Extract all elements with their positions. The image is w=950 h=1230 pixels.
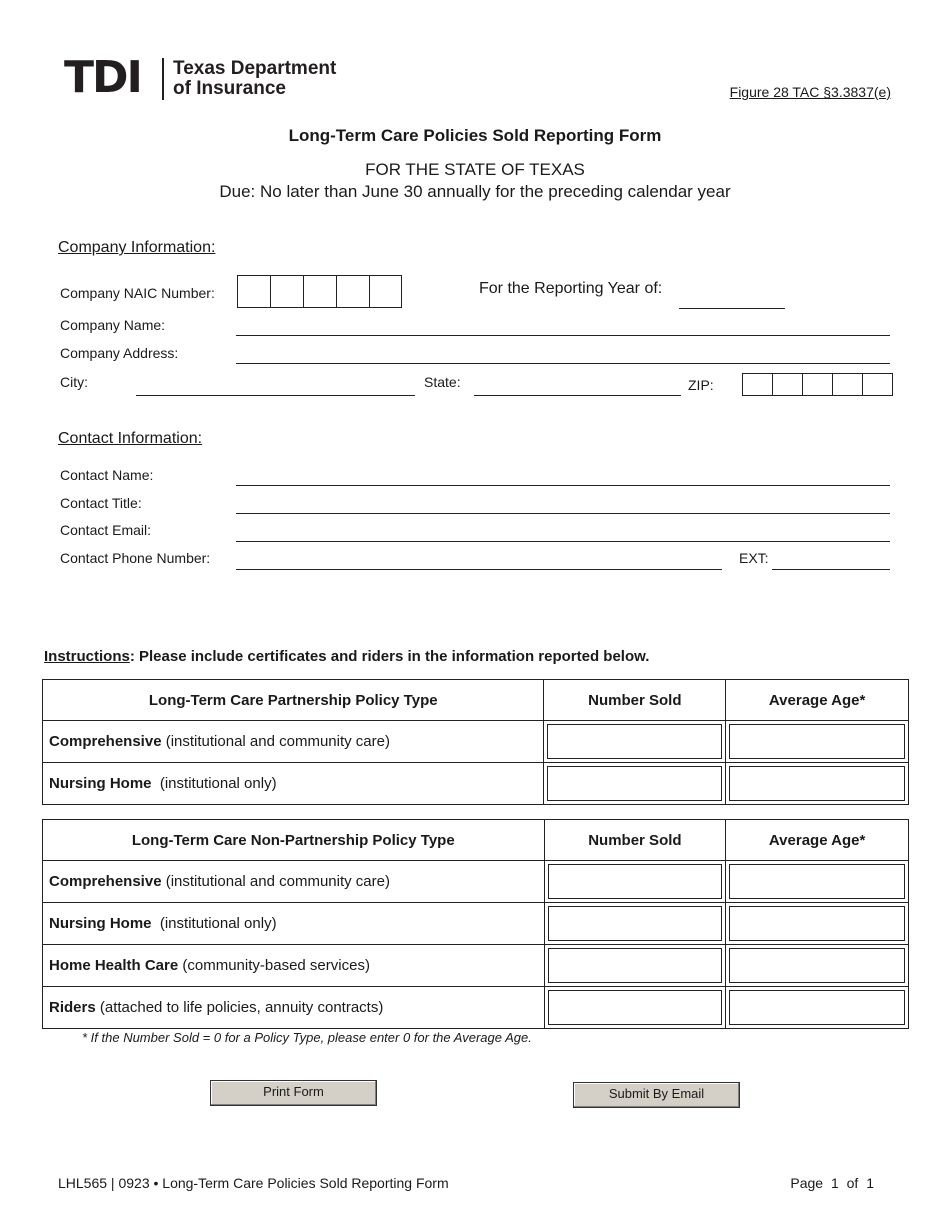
logo-divider <box>162 58 164 100</box>
contact-phone-input[interactable] <box>236 569 722 570</box>
instructions-prefix: Instructions <box>44 648 130 665</box>
contact-email-input[interactable] <box>236 541 890 542</box>
contact-title-input[interactable] <box>236 513 890 514</box>
city-label: City: <box>60 374 88 390</box>
submit-by-email-button[interactable]: Submit By Email <box>573 1082 740 1108</box>
average-age-cell <box>726 987 909 1029</box>
policy-type-header: Long-Term Care Partnership Policy Type <box>43 680 544 721</box>
policy-type-header: Long-Term Care Non-Partnership Policy Type <box>43 820 545 861</box>
policy-type-name: Nursing Home <box>49 915 152 932</box>
contact-email-label: Contact Email: <box>60 522 152 538</box>
form-title: Long-Term Care Policies Sold Reporting Form <box>288 126 662 145</box>
zip-digit-box[interactable] <box>803 374 833 395</box>
policy-type-cell <box>43 987 545 1029</box>
policy-type-name: Nursing Home <box>49 775 152 792</box>
policy-type-cell <box>43 945 545 987</box>
reporting-year-input[interactable] <box>679 308 785 309</box>
table-row <box>43 861 909 903</box>
instructions-text: : Please include certificates and riders in the information reported below. <box>129 648 650 665</box>
tdi-logo: TDI <box>64 52 141 103</box>
number-sold-cell <box>544 945 726 987</box>
due-date-text: Due: No later than June 30 annually for the preceding calendar year <box>219 182 731 201</box>
company-name-label: Company Name: <box>60 317 166 333</box>
zip-input[interactable] <box>742 373 893 396</box>
average-age-input[interactable] <box>729 990 905 1025</box>
policy-type-cell <box>43 861 545 903</box>
instructions <box>44 648 649 665</box>
policy-type-desc: (attached to life policies, annuity contracts) <box>95 999 384 1016</box>
number-sold-input[interactable] <box>548 990 723 1025</box>
number-sold-input[interactable] <box>548 864 723 899</box>
naic-digit-box[interactable] <box>238 276 271 307</box>
number-sold-input[interactable] <box>548 906 723 941</box>
ext-input[interactable] <box>772 569 890 570</box>
table-header-row <box>43 820 909 861</box>
contact-name-label: Contact Name: <box>60 467 154 483</box>
average-age-cell <box>726 763 909 805</box>
city-input[interactable] <box>136 395 415 396</box>
company-name-input[interactable] <box>236 335 890 336</box>
naic-label: Company NAIC Number: <box>60 285 215 301</box>
number-sold-cell <box>544 763 726 805</box>
policy-type-desc: (institutional and community care) <box>161 733 390 750</box>
zip-digit-box[interactable] <box>833 374 863 395</box>
policy-type-cell <box>43 763 544 805</box>
number-sold-cell <box>544 861 726 903</box>
policy-type-name: Riders <box>49 999 96 1016</box>
contact-info-heading: Contact Information: <box>58 430 203 447</box>
average-age-input[interactable] <box>729 948 905 983</box>
policy-type-desc: (institutional only) <box>151 915 277 932</box>
number-sold-input[interactable] <box>547 724 722 759</box>
number-sold-input[interactable] <box>547 766 722 801</box>
number-sold-header: Number Sold <box>544 680 726 721</box>
footer-form-id: LHL565 | 0923 • Long-Term Care Policies Sold Reporting Form <box>58 1175 449 1191</box>
policy-type-desc: (institutional and community care) <box>161 873 390 890</box>
policy-type-desc: (institutional only) <box>151 775 277 792</box>
average-age-cell <box>726 861 909 903</box>
ext-label: EXT: <box>739 550 769 566</box>
logo-line-2: of Insurance <box>173 78 286 99</box>
policy-type-cell <box>43 721 544 763</box>
nonpartnership-policy-table <box>42 819 909 1029</box>
average-age-input[interactable] <box>729 864 905 899</box>
contact-name-input[interactable] <box>236 485 890 486</box>
average-age-cell <box>726 903 909 945</box>
state-label: State: <box>424 374 461 390</box>
table-header-row <box>43 680 909 721</box>
average-age-cell <box>726 721 909 763</box>
table-row <box>43 763 909 805</box>
zip-digit-box[interactable] <box>743 374 773 395</box>
footnote: * If the Number Sold = 0 for a Policy Type, please enter 0 for the Average Age. <box>82 1030 532 1045</box>
average-age-header: Average Age* <box>726 680 909 721</box>
number-sold-cell <box>544 903 726 945</box>
naic-digit-box[interactable] <box>271 276 304 307</box>
policy-type-desc: (community-based services) <box>178 957 370 974</box>
number-sold-input[interactable] <box>548 948 723 983</box>
number-sold-cell <box>544 721 726 763</box>
state-input[interactable] <box>474 395 681 396</box>
zip-digit-box[interactable] <box>773 374 803 395</box>
table-row <box>43 945 909 987</box>
partnership-policy-table <box>42 679 909 805</box>
table-row <box>43 721 909 763</box>
average-age-input[interactable] <box>729 906 905 941</box>
zip-label: ZIP: <box>688 377 714 393</box>
reporting-year-label: For the Reporting Year of: <box>479 280 663 297</box>
naic-number-input[interactable] <box>237 275 402 308</box>
table-row <box>43 987 909 1029</box>
policy-type-name: Comprehensive <box>49 733 162 750</box>
company-address-input[interactable] <box>236 363 890 364</box>
policy-type-name: Comprehensive <box>49 873 162 890</box>
figure-reference: Figure 28 TAC §3.3837(e) <box>729 84 891 100</box>
average-age-cell <box>726 945 909 987</box>
naic-digit-box[interactable] <box>370 276 401 307</box>
average-age-input[interactable] <box>729 766 905 801</box>
company-address-label: Company Address: <box>60 345 179 361</box>
number-sold-cell <box>544 987 726 1029</box>
form-subtitle: FOR THE STATE OF TEXAS <box>365 160 585 179</box>
policy-type-name: Home Health Care <box>49 957 179 974</box>
logo-text <box>173 59 336 99</box>
naic-digit-box[interactable] <box>304 276 337 307</box>
page-number: Page 1 of 1 <box>790 1175 874 1191</box>
logo-line-1: Texas Department <box>173 58 337 79</box>
table-row <box>43 903 909 945</box>
average-age-header: Average Age* <box>726 820 909 861</box>
zip-digit-box[interactable] <box>863 374 892 395</box>
average-age-input[interactable] <box>729 724 905 759</box>
company-info-heading: Company Information: <box>58 239 216 256</box>
contact-title-label: Contact Title: <box>60 495 142 511</box>
number-sold-header: Number Sold <box>544 820 726 861</box>
print-form-button[interactable]: Print Form <box>210 1080 377 1106</box>
policy-type-cell <box>43 903 545 945</box>
naic-digit-box[interactable] <box>337 276 370 307</box>
contact-phone-label: Contact Phone Number: <box>60 550 211 566</box>
